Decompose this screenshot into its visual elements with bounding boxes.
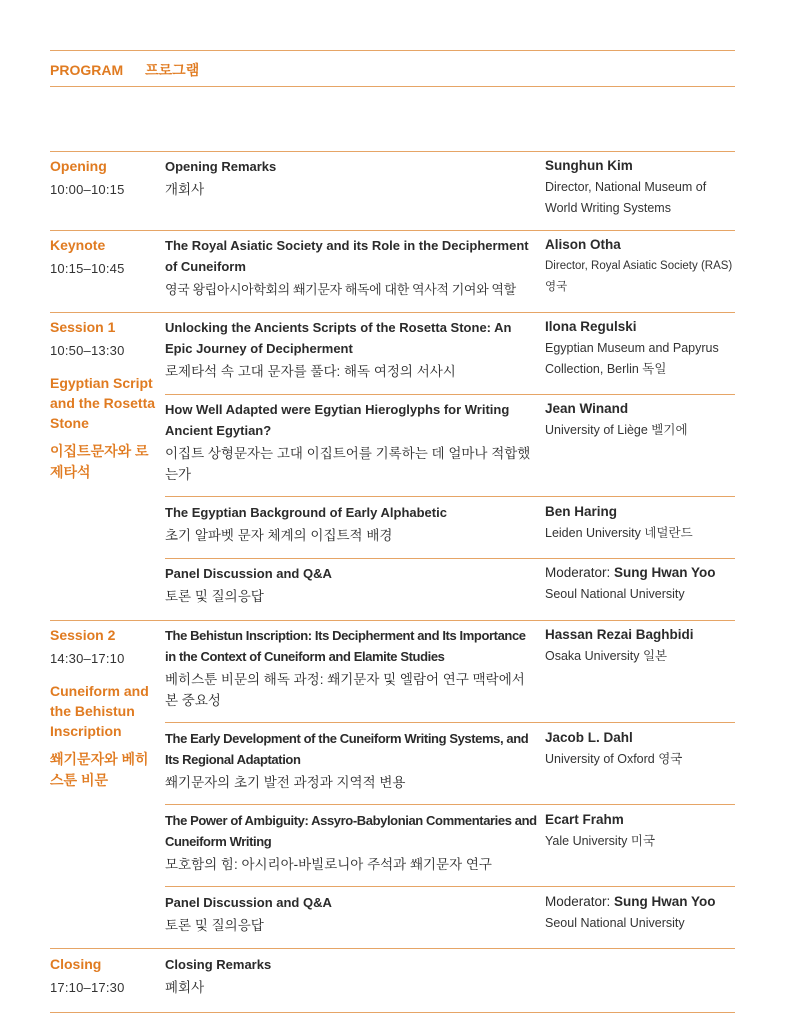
session-time: 10:50–13:30 <box>50 343 125 358</box>
talk-title-ko: 모호함의 힘: 아시리아-바빌로니아 주석과 쐐기문자 연구 <box>165 857 492 872</box>
speaker-affiliation: University of Liège 벨기에 <box>545 423 688 437</box>
speaker-name: Hassan Rezai Baghbidi <box>545 627 694 642</box>
talk-title: Closing Remarks <box>165 957 272 972</box>
divider <box>50 312 735 313</box>
talk-title: Unlocking the Ancients Scripts of the Rosetta Stone: An Epic Journey of Decipherment <box>165 320 512 356</box>
talk-title: The Royal Asiatic Society and its Role in the Decipherment of Cuneiform <box>165 238 529 274</box>
talk-title: How Well Adapted were Egytian Hieroglyphs for Writing Ancient Egytian? <box>165 402 510 438</box>
speaker-name: Sunghun Kim <box>545 158 633 173</box>
program-title-en: PROGRAM <box>50 62 124 78</box>
session-label: Session 2 <box>50 627 116 643</box>
speaker-affiliation: Director, National Museum of World Writing Systems <box>545 180 707 215</box>
speaker-affiliation: Director, Royal Asiatic Society (RAS) 영국 <box>545 260 733 293</box>
speaker-name: Jean Winand <box>545 401 629 416</box>
divider <box>165 804 735 805</box>
session-theme: Cuneiform and the Behistun Inscription <box>50 683 149 739</box>
talk-title-ko: 토론 및 질의응답 <box>165 918 264 933</box>
divider <box>165 722 735 723</box>
session-time: 10:00–10:15 <box>50 182 125 197</box>
speaker-name: Ilona Regulski <box>545 319 637 334</box>
divider <box>50 948 735 949</box>
talk-title: The Egyptian Background of Early Alphabetic <box>165 505 447 520</box>
talk-title-ko: 베히스툰 비문의 해독 과정: 쐐기문자 및 엘람어 연구 맥락에서 본 중요성 <box>165 672 525 708</box>
speaker-affiliation: Osaka University 일본 <box>545 649 668 663</box>
talk-title-ko: 개회사 <box>165 182 205 197</box>
talk-title: Panel Discussion and Q&A <box>165 566 332 581</box>
speaker-affiliation: Seoul National University <box>545 587 685 601</box>
session-time: 14:30–17:10 <box>50 651 125 666</box>
session-theme: Egyptian Script and the Rosetta Stone <box>50 375 156 431</box>
session-label: Closing <box>50 956 102 972</box>
session-label: Keynote <box>50 237 106 253</box>
talk-title-ko: 영국 왕립아시아학회의 쐐기문자 해독에 대한 역사적 기여와 역할 <box>165 282 516 297</box>
speaker-name: Ben Haring <box>545 504 618 519</box>
moderator-label: Moderator: <box>545 894 611 909</box>
session-theme-ko: 이집트문자와 로제타석 <box>50 443 149 480</box>
talk-title-ko: 로제타석 속 고대 문자를 풀다: 해독 여정의 서사시 <box>165 364 456 379</box>
divider <box>50 620 735 621</box>
divider <box>50 230 735 231</box>
program-title-ko: 프로그램 <box>145 62 200 78</box>
speaker-name: Alison Otha <box>545 237 621 252</box>
header-top-rule <box>50 50 735 51</box>
talk-title-ko: 이집트 상형문자는 고대 이집트어를 기록하는 데 얼마나 적합했는가 <box>165 446 531 482</box>
speaker-affiliation: Seoul National University <box>545 916 685 930</box>
session-time: 10:15–10:45 <box>50 261 125 276</box>
talk-title: The Power of Ambiguity: Assyro-Babylonian Commentaries and Cuneiform Writing <box>165 813 537 849</box>
speaker-name: Jacob L. Dahl <box>545 730 633 745</box>
talk-title: The Behistun Inscription: Its Decipherment and Its Importance in the Context of Cuneiform and Elamite Studies <box>165 628 526 664</box>
speaker-affiliation: Egyptian Museum and Papyrus Collection, Berlin 독일 <box>545 341 719 376</box>
speaker-name: Ecart Frahm <box>545 812 624 827</box>
session-theme-ko: 쐐기문자와 베히스툰 비문 <box>50 751 149 788</box>
talk-title-ko: 초기 알파벳 문자 체계의 이집트적 배경 <box>165 528 393 543</box>
talk-title: Opening Remarks <box>165 159 277 174</box>
speaker-affiliation: Yale University 미국 <box>545 834 656 848</box>
session-label: Session 1 <box>50 319 116 335</box>
divider <box>165 886 735 887</box>
program-header <box>50 60 199 80</box>
talk-title-ko: 토론 및 질의응답 <box>165 589 264 604</box>
speaker-affiliation: Leiden University 네덜란드 <box>545 526 693 540</box>
bottom-rule <box>50 1012 735 1013</box>
divider <box>50 151 735 152</box>
talk-title: Panel Discussion and Q&A <box>165 895 332 910</box>
talk-title-ko: 폐회사 <box>165 980 205 995</box>
divider <box>165 558 735 559</box>
session-time: 17:10–17:30 <box>50 980 125 995</box>
talk-title: The Early Development of the Cuneiform Writing Systems, and Its Regional Adaptation <box>165 731 529 767</box>
header-bottom-rule <box>50 86 735 87</box>
moderator-label: Moderator: <box>545 565 611 580</box>
speaker-affiliation: University of Oxford 영국 <box>545 752 683 766</box>
divider <box>165 394 735 395</box>
talk-title-ko: 쐐기문자의 초기 발전 과정과 지역적 변용 <box>165 775 406 790</box>
speaker-name: Sung Hwan Yoo <box>614 894 716 909</box>
divider <box>165 496 735 497</box>
session-label: Opening <box>50 158 107 174</box>
speaker-name: Sung Hwan Yoo <box>614 565 716 580</box>
